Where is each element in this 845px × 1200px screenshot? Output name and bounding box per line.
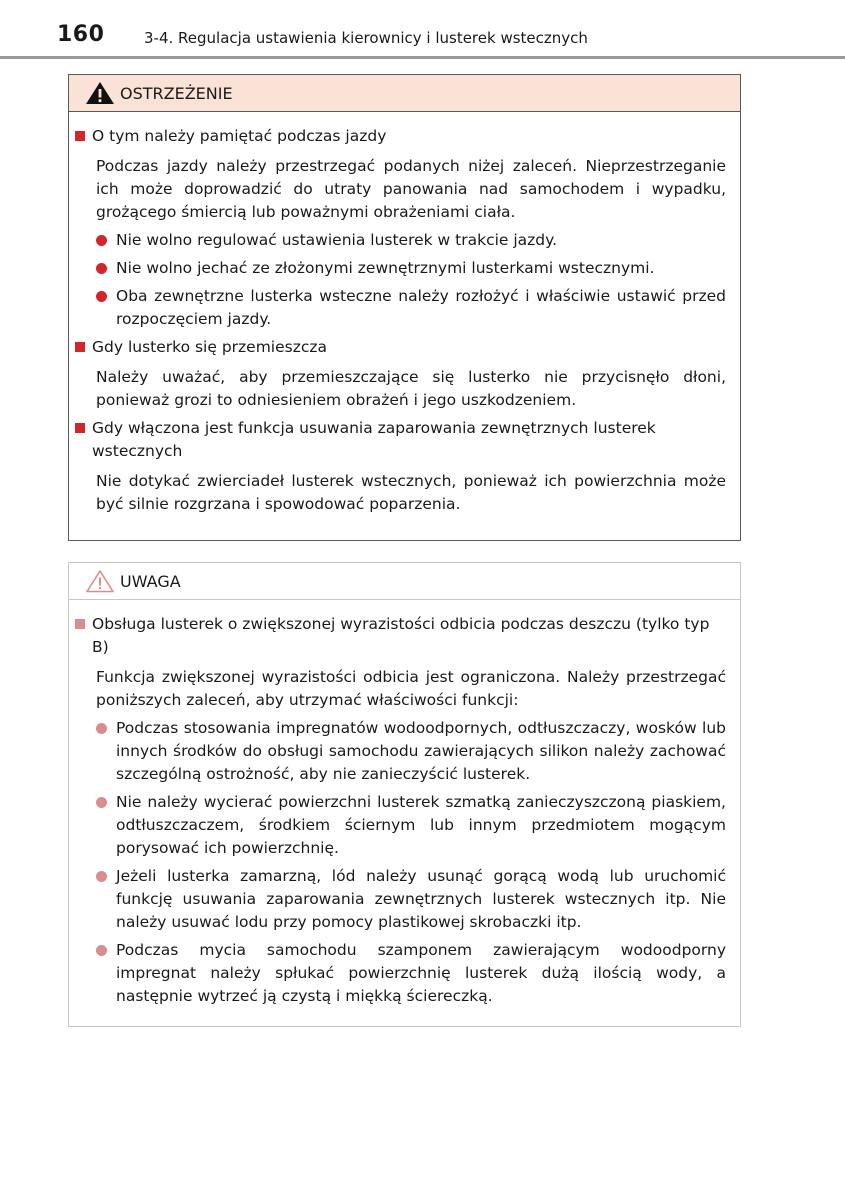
caution-outline-triangle-icon — [85, 569, 115, 593]
section-heading — [75, 613, 726, 659]
square-bullet-icon — [75, 423, 85, 433]
warning-title-bar — [69, 75, 740, 112]
paragraph: Podczas jazdy należy przestrzegać podanych niżej zaleceń. Nieprzestrzeganie ich może doprowadzić do utraty panowania nad samochodem i wypadku, grożącego śmiercią lub poważnymi obrażeniami ciała. — [96, 157, 726, 221]
list-item-text: Nie wolno regulować ustawienia lusterek w trakcie jazdy. — [116, 231, 558, 249]
heading-text: O tym należy pamiętać podczas jazdy — [92, 127, 387, 145]
page-header — [0, 0, 845, 58]
section-heading — [75, 125, 726, 148]
list-item — [96, 229, 726, 252]
list-item-text: Nie wolno jechać ze złożonymi zewnętrznymi lusterkami wstecznymi. — [116, 259, 655, 277]
heading-text: Gdy włączona jest funkcja usuwania zaparowania zewnętrznych lusterek wstecznych — [92, 419, 656, 460]
round-bullet-icon — [96, 871, 107, 882]
round-bullet-icon — [96, 723, 107, 734]
round-bullet-icon — [96, 263, 107, 274]
heading-text: Obsługa lusterek o zwiększonej wyrazistości odbicia podczas deszczu (tylko typ B) — [92, 615, 710, 656]
warning-body — [69, 112, 740, 516]
list-item-text: Oba zewnętrzne lusterka wsteczne należy rozłożyć i właściwie ustawić przed rozpoczęciem jazdy. — [116, 287, 726, 328]
list-item — [96, 791, 726, 860]
warning-box — [68, 74, 741, 541]
list-item — [96, 285, 726, 331]
round-bullet-icon — [96, 235, 107, 246]
heading-text: Gdy lusterko się przemieszcza — [92, 338, 328, 356]
warning-triangle-icon — [85, 81, 115, 105]
header-rule — [0, 56, 845, 59]
paragraph: Nie dotykać zwierciadeł lusterek wstecznych, ponieważ ich powierzchnia może być silnie rozgrzana i spowodować poparzenia. — [96, 472, 726, 513]
notice-body — [69, 600, 740, 1008]
warning-title: OSTRZEŻENIE — [120, 83, 233, 103]
section-heading — [75, 336, 726, 359]
list-item — [96, 717, 726, 786]
paragraph: Funkcja zwiększonej wyrazistości odbicia jest ograniczona. Należy przestrzegać poniższych zaleceń, aby utrzymać właściwości funkcji: — [96, 668, 726, 709]
section-title: 3-4. Regulacja ustawienia kierownicy i lusterek wstecznych — [144, 29, 588, 47]
notice-box — [68, 562, 741, 1027]
notice-title-bar — [69, 563, 740, 600]
page-number: 160 — [57, 22, 105, 47]
square-bullet-icon — [75, 619, 85, 629]
list-item — [96, 939, 726, 1008]
list-item-text: Podczas stosowania impregnatów wodoodpornych, odtłuszczaczy, wosków lub innych środków do obsługi samochodu zawierających silikon należy zachować szczególną ostrożność, aby nie zanieczyścić lusterek. — [116, 719, 726, 783]
round-bullet-icon — [96, 797, 107, 808]
list-item — [96, 257, 726, 280]
paragraph: Należy uważać, aby przemieszczające się lusterko nie przycisnęło dłoni, ponieważ grozi to odniesieniem obrażeń i jego uszkodzeniem. — [96, 368, 726, 409]
round-bullet-icon — [96, 945, 107, 956]
square-bullet-icon — [75, 131, 85, 141]
list-item-text: Nie należy wycierać powierzchni lusterek szmatką zanieczyszczoną piaskiem, odtłuszczaczem, środkiem ściernym lub innym przedmiotem mogącym porysować ich powierzchnię. — [116, 793, 726, 857]
section-heading — [75, 417, 726, 463]
list-item-text: Jeżeli lusterka zamarzną, lód należy usunąć gorącą wodą lub uruchomić funkcję usuwania zaparowania zewnętrznych lusterek wstecznych itp. Nie należy usuwać lodu przy pomocy plastikowej skrobaczki itp. — [116, 867, 726, 931]
list-item — [96, 865, 726, 934]
notice-title: UWAGA — [120, 571, 181, 591]
list-item-text: Podczas mycia samochodu szamponem zawierającym wodoodporny impregnat należy spłukać powierzchnię lusterek dużą ilością wody, a następnie wytrzeć ją czystą i miękką ściereczką. — [116, 941, 726, 1005]
round-bullet-icon — [96, 291, 107, 302]
square-bullet-icon — [75, 342, 85, 352]
